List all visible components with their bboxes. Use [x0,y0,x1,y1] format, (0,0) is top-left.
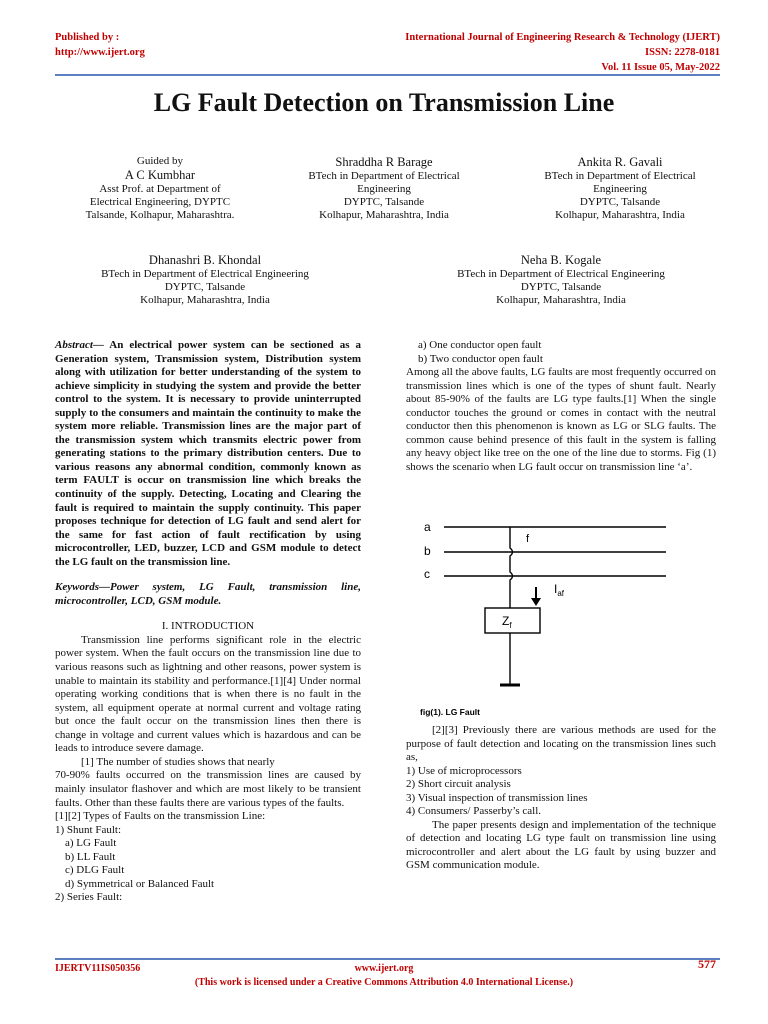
author-affiliation: Kolhapur, Maharashtra, India [319,209,449,221]
author-affiliation: DYPTC, Talsande [164,281,246,293]
author-affiliation: DYPTC, Talsande [579,196,661,208]
author-block-2 [268,155,500,222]
author-name: Ankita R. Gavali [577,155,663,169]
author-block-4 [60,253,350,307]
author-name: Neha B. Kogale [520,253,602,267]
author-affiliation: Talsande, Kolhapur, Maharashtra. [85,209,235,221]
list-item: a) LG Fault [65,837,117,850]
shunt-fault-heading: 1) Shunt Fault: [55,823,122,836]
intro-paragraph-1: Transmission line performs significant role in the electric power system. When the fault occurs on the transmission line due to various reasons such as lightning and other reasons, power system is unable to maintain its stability and performance.[1][4] Under normal operating working conditions that is when there is no fault in the system, all equipment operate at normal current and voltage rating but once the fault occur on the transmission lines then there is change in voltage and current values which is hazardous and can be leads to introduce severe damage. [55,633,361,755]
list-item: 1) Use of microprocessors [406,764,522,777]
journal-name: International Journal of Engineering Research & Technology (IJERT) [405,32,720,43]
author-block-guide [40,155,280,222]
fault-path [510,527,513,608]
author-block-5 [416,253,706,307]
author-affiliation: Electrical Engineering, DYPTC [89,196,231,208]
intro-paragraph-2-start: [1] The number of studies shows that nearly [81,755,275,768]
proposal-paragraph: The paper presents design and implementation of the technique of detection and locating LG type fault on transmission line using microcontroller and alert about the LG fault by using buzzer and GSM communication module. [406,818,716,872]
paper-id: IJERTV11IS050356 [55,963,141,974]
author-name: Dhanashri B. Khondal [148,253,262,267]
list-item: 3) Visual inspection of transmission lines [406,791,588,804]
author-name: A C Kumbhar [124,168,196,182]
current-arrow-icon [531,598,541,606]
author-affiliation: Kolhapur, Maharashtra, India [140,294,270,306]
left-column [55,339,361,905]
issn: ISSN: 2278-0181 [645,47,720,58]
list-item: a) One conductor open fault [418,339,542,351]
license-notice: (This work is licensed under a Creative Commons Attribution 4.0 International License.) [194,977,574,988]
header-left [55,30,145,60]
abstract-text: An electrical power system can be sectioned as a Generation system, Transmission system, Distribution system along with utilization for better understanding of the system to achieve simplicity in studying the system and provide the better control to the system. It is necessary to provide uninterrupted supply to the consumers and maintain the continuity to make the system more reliable. Transmission lines are the major part of the transmission system which transmits electric power from generating stations to the primary distribution centers. Due to various reasons any abnormal condition, commonly known as term FAULT is occur on transmission line which breaks the continuity of the supply. Detecting, Locating and Clearing the fault is required to maintain the supply continuity. This paper proposes technique for detection of LG fault and send alert for the same for fast action of fault rectification by using microcontroller, LED, buzzer, LCD and GSM module to detect the LG fault on the transmission line. [55,339,361,568]
page-number: 577 [698,957,716,971]
author-block-3 [504,155,736,222]
fault-types-heading: [1][2] Types of Faults on the transmission Line: [55,810,266,823]
author-affiliation: BTech in Department of Electrical Engineering [457,268,665,280]
author-affiliation: DYPTC, Talsande [343,196,425,208]
impedance-label: $Z_f$ [502,614,512,630]
author-affiliation: BTech in Department of Electrical [308,170,460,182]
footer-url-link[interactable]: www.ijert.org [354,963,414,974]
fault-impedance-box [485,608,540,633]
line-label-c: c [424,567,430,581]
author-affiliation: Kolhapur, Maharashtra, India [496,294,626,306]
author-affiliation: Engineering [357,183,411,195]
section-heading-introduction: I. INTRODUCTION [161,620,255,633]
line-label-b: b [424,544,431,558]
keywords: Keywords—Power system, LG Fault, transmission line, microcontroller, LCD, GSM module. [55,581,361,607]
list-item: 4) Consumers/ Passerby’s call. [406,805,542,818]
lg-fault-diagram [418,515,678,720]
list-item: b) Two conductor open fault [418,352,543,365]
list-item: d) Symmetrical or Balanced Fault [65,877,215,890]
list-item: b) LL Fault [65,850,116,863]
intro-paragraph-2-cont: 70-90% faults occurred on the transmission lines are caused by mainly insulator flashover and which are most likely to be transient faults. Other than these faults there are various types of the faults. [55,769,361,809]
published-by: Published by : [55,32,120,43]
volume-issue: Vol. 11 Issue 05, May-2022 [601,62,720,73]
header-right [405,30,720,75]
lg-fault-paragraph: Among all the above faults, LG faults are most frequently occurred on transmission lines which is one of the types of shunt fault. Nearly about 85-90% of the faults are LG type faults.[1] When the single conductor touches the ground or comes in contact with the neutral conductor then this phenomenon is known as LG or SLG faults. The common cause behind presence of this fault in the system is falling any heavy object like tree on the one of the line due to storms. Fig (1) shows the scenario when LG fault occur on transmission line ‘a’. [406,366,716,473]
abstract [55,339,361,569]
right-column-bottom [406,724,716,873]
author-affiliation: Engineering [593,183,647,195]
author-name: Shraddha R Barage [335,155,433,169]
paper-title: LG Fault Detection on Transmission Line [153,88,615,117]
figure-caption: fig(1). LG Fault [420,707,480,717]
methods-paragraph: [2][3] Previously there are various methods are used for the purpose of fault detection and locating on the transmission lines such as, [406,724,716,764]
fault-label: f [526,533,530,545]
line-label-a: a [424,520,431,534]
author-affiliation: BTech in Department of Electrical [544,170,696,182]
author-label: Guided by [136,155,184,167]
list-item: 2) Short circuit analysis [406,778,511,791]
current-label: $I_{af}$ [554,582,565,598]
header-url-link[interactable]: http://www.ijert.org [55,47,145,58]
author-affiliation: DYPTC, Talsande [520,281,602,293]
abstract-label: Abstract— [55,339,104,351]
header-rule [55,74,720,76]
author-affiliation: BTech in Department of Electrical Engineering [101,268,309,280]
series-fault-heading: 2) Series Fault: [55,891,123,904]
footer-rule [55,958,720,960]
author-affiliation: Kolhapur, Maharashtra, India [555,209,685,221]
list-item: c) DLG Fault [65,864,125,877]
right-column-top [406,339,716,474]
author-affiliation: Asst Prof. at Department of [99,183,221,195]
